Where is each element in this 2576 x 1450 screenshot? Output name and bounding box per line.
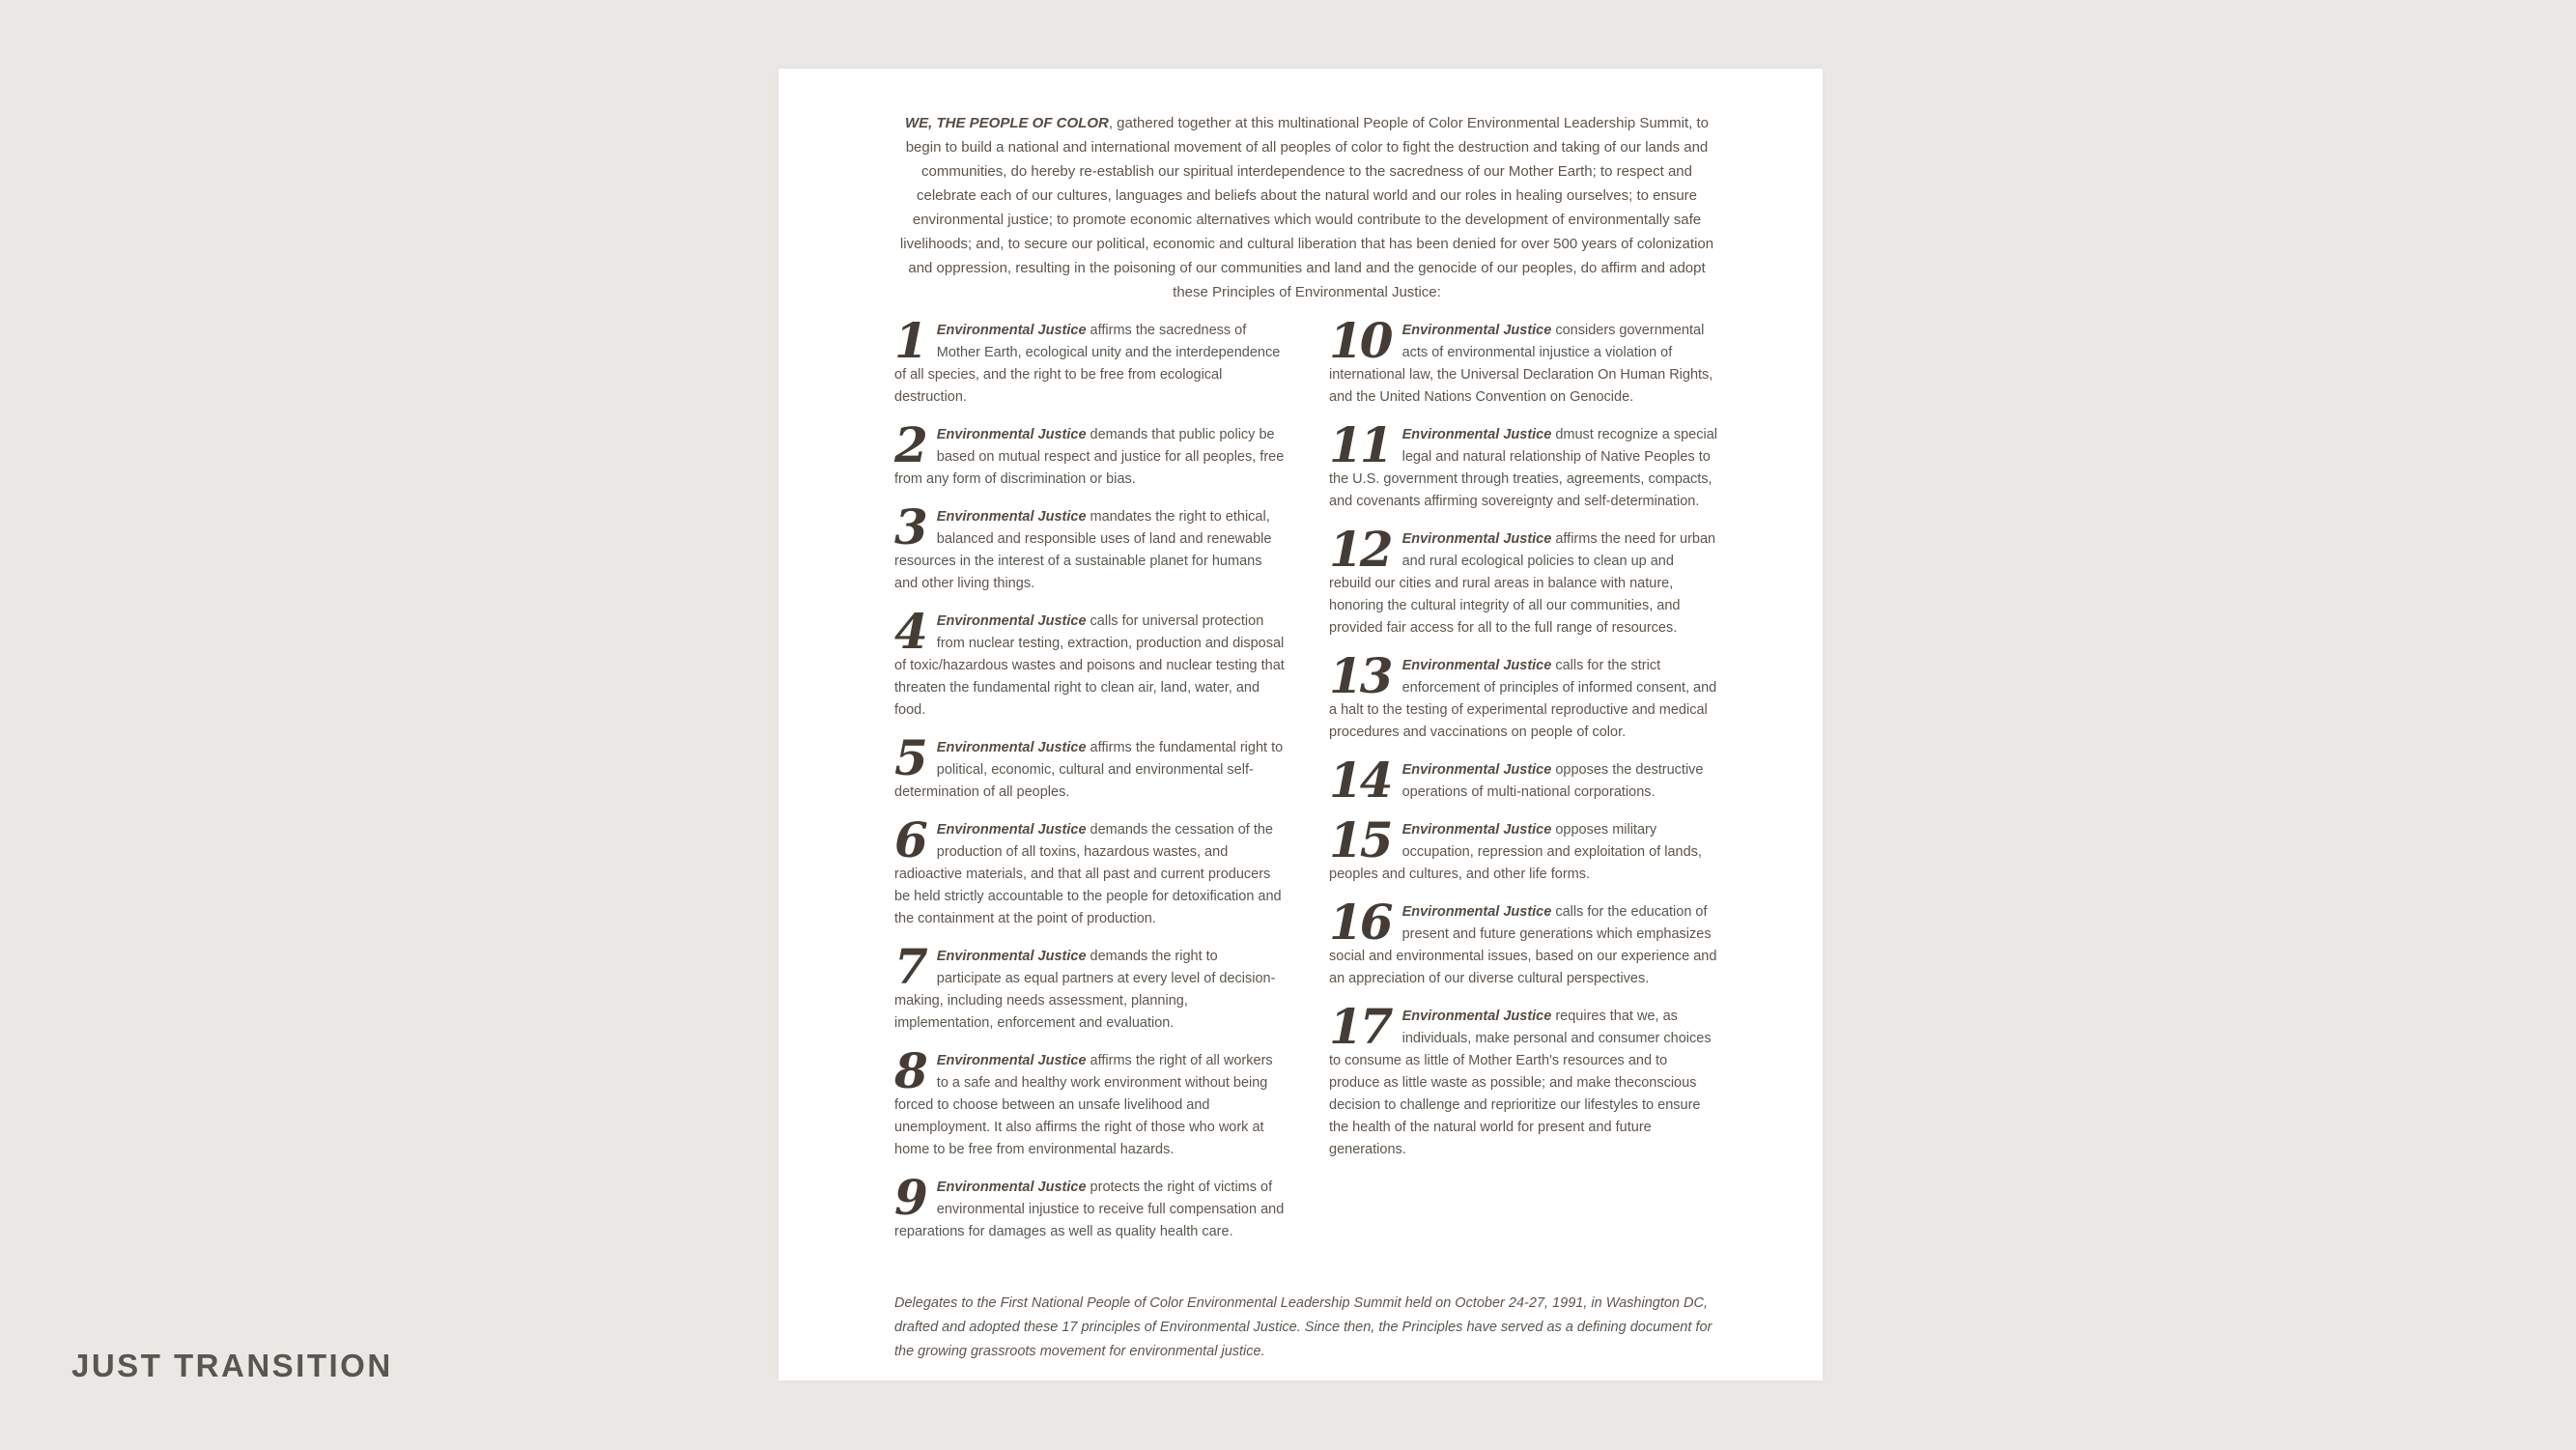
principle-lead: Environmental Justice xyxy=(936,1180,1087,1195)
principle-item-10 xyxy=(1329,320,1719,409)
principle-lead: Environmental Justice xyxy=(936,427,1087,442)
principle-item-14 xyxy=(1329,759,1719,804)
principle-body: requires that we, as individuals, make personal and consumer choices to consume as little of Mother Earth's resources and to produce as little waste as possible; and make theconscious decision to challenge and reprioritize our lifestyles to ensure the health of the natural world for present and future generations. xyxy=(1329,1009,1712,1157)
principle-lead: Environmental Justice xyxy=(1401,658,1552,673)
principle-lead: Environmental Justice xyxy=(936,613,1087,629)
principle-item-5 xyxy=(894,737,1285,804)
principle-text xyxy=(894,611,1285,722)
principle-text xyxy=(1329,424,1719,513)
principle-body: demands the right to participate as equal partners at every level of decision-making, including needs assessment, planning, implementation, enforcement and evaluation. xyxy=(894,949,1276,1031)
principle-text xyxy=(1329,819,1719,886)
principle-number: 3 xyxy=(894,506,925,555)
principle-lead: Environmental Justice xyxy=(1401,904,1552,920)
principle-item-11 xyxy=(1329,424,1719,513)
principle-body: demands that public policy be based on mutual respect and justice for all peoples, free from any form of discrimination or bias. xyxy=(894,427,1285,487)
principle-text xyxy=(1329,759,1719,804)
principle-lead: Environmental Justice xyxy=(1401,427,1552,442)
principle-item-16 xyxy=(1329,901,1719,990)
principle-body: calls for the education of present and future generations which emphasizes social and environmental issues, based on our experience and an appreciation of our diverse cultural perspectives. xyxy=(1329,904,1717,986)
principle-text xyxy=(894,506,1285,595)
principle-body: affirms the right of all workers to a safe and healthy work environment without being forced to choose between an unsafe livelihood and unemployment. It also affirms the right of those who work at home to be free from environmental hazards. xyxy=(894,1053,1273,1157)
principle-lead: Environmental Justice xyxy=(1401,1009,1552,1024)
principle-text xyxy=(1329,655,1719,744)
principle-lead: Environmental Justice xyxy=(936,323,1087,338)
principle-text xyxy=(1329,528,1719,640)
principle-item-17 xyxy=(1329,1006,1719,1161)
principle-number: 11 xyxy=(1329,424,1391,473)
principle-number: 5 xyxy=(894,737,925,786)
principles-right-column xyxy=(1329,320,1719,1259)
document-page xyxy=(778,69,1823,1380)
principle-number: 14 xyxy=(1329,759,1391,804)
principle-body: opposes military occupation, repression and exploitation of lands, peoples and cultures, and other life forms. xyxy=(1329,822,1702,882)
principles-columns xyxy=(894,320,1719,1259)
brand-watermark: JUST TRANSITION xyxy=(71,1348,393,1383)
principle-body: mandates the right to ethical, balanced and responsible uses of land and renewable resources in the interest of a sustainable planet for humans and other living things. xyxy=(894,509,1272,591)
principle-body: affirms the need for urban and rural ecological policies to clean up and rebuild our cities and rural areas in balance with nature, honoring the cultural integrity of all our communities, and provided fair access for all to the full range of resources. xyxy=(1329,531,1716,636)
footer-note: Delegates to the First National People of Color Environmental Leadership Summit held on October 24-27, 1991, in Washington DC, drafted and adopted these 17 principles of Environmental Justice. Since then, the Principles have served as a defining document for the growing grassroots movement for environmental justice. xyxy=(894,1295,1713,1359)
principle-item-7 xyxy=(894,946,1285,1035)
principle-body: dmust recognize a special legal and natural relationship of Native Peoples to the U.S. government through treaties, agreements, compacts, and covenants affirming sovereignty and self-determination. xyxy=(1329,427,1717,509)
principle-item-13 xyxy=(1329,655,1719,744)
principle-lead: Environmental Justice xyxy=(1401,762,1552,778)
preamble-lead: WE, THE PEOPLE OF COLOR xyxy=(904,115,1109,131)
principle-item-1 xyxy=(894,320,1285,409)
principle-text xyxy=(894,819,1285,930)
principle-text xyxy=(894,1177,1285,1243)
principles-left-column xyxy=(894,320,1285,1259)
principle-item-9 xyxy=(894,1177,1285,1243)
principle-number: 16 xyxy=(1329,901,1391,951)
principle-item-3 xyxy=(894,506,1285,595)
principle-lead: Environmental Justice xyxy=(936,822,1087,838)
principle-item-8 xyxy=(894,1050,1285,1161)
principle-body: calls for universal protection from nuclear testing, extraction, production and disposal of toxic/hazardous wastes and poisons and nuclear testing that threaten the fundamental right to clean air, land, water, and food. xyxy=(894,613,1285,718)
principle-item-12 xyxy=(1329,528,1719,640)
principle-body: demands the cessation of the production of all toxins, hazardous wastes, and radioactive materials, and that all past and current producers be held strictly accountable to the people for detoxification and the containment at the point of production. xyxy=(894,822,1282,926)
principle-body: affirms the sacredness of Mother Earth, ecological unity and the interdependence of all species, and the right to be free from ecological destruction. xyxy=(894,323,1281,405)
principle-number: 10 xyxy=(1329,320,1391,369)
principle-item-4 xyxy=(894,611,1285,722)
principle-number: 8 xyxy=(894,1050,925,1099)
principle-lead: Environmental Justice xyxy=(936,1053,1087,1068)
principle-item-6 xyxy=(894,819,1285,930)
principle-body: calls for the strict enforcement of principles of informed consent, and a halt to the testing of experimental reproductive and medical procedures and vaccinations on people of color. xyxy=(1329,658,1717,740)
principle-lead: Environmental Justice xyxy=(1401,531,1552,547)
principle-body: affirms the fundamental right to political, economic, cultural and environmental self-determination of all peoples. xyxy=(894,740,1284,800)
principle-number: 7 xyxy=(894,946,925,995)
principle-lead: Environmental Justice xyxy=(936,509,1087,525)
principle-number: 2 xyxy=(894,424,925,473)
principle-number: 15 xyxy=(1329,819,1391,868)
principle-text xyxy=(894,737,1285,804)
principle-lead: Environmental Justice xyxy=(1401,822,1552,838)
principle-number: 12 xyxy=(1329,528,1391,578)
preamble xyxy=(894,111,1719,304)
principle-text xyxy=(1329,1006,1719,1161)
principle-number: 13 xyxy=(1329,655,1391,704)
principle-lead: Environmental Justice xyxy=(1401,323,1552,338)
principle-number: 4 xyxy=(894,611,925,660)
principle-text xyxy=(1329,320,1719,409)
principle-text xyxy=(894,1050,1285,1161)
principle-text xyxy=(1329,901,1719,990)
principle-item-2 xyxy=(894,424,1285,491)
principle-body: protects the right of victims of environmental injustice to receive full compensation and reparations for damages as well as quality health care. xyxy=(894,1180,1285,1239)
principle-lead: Environmental Justice xyxy=(936,740,1087,755)
principle-number: 17 xyxy=(1329,1006,1391,1055)
principle-text xyxy=(894,946,1285,1035)
principle-body: considers governmental acts of environmental injustice a violation of international law, the Universal Declaration On Human Rights, and the United Nations Convention on Genocide. xyxy=(1329,323,1713,405)
principle-text xyxy=(894,320,1285,409)
principle-number: 6 xyxy=(894,819,925,868)
principle-number: 9 xyxy=(894,1177,925,1226)
principle-body: opposes the destructive operations of multi-national corporations. xyxy=(1401,762,1704,800)
preamble-body: , gathered together at this multinational People of Color Environmental Leadership Summit, to begin to build a national and international movement of all peoples of color to fight the destruction and taking of our lands and communities, do hereby re-establish our spiritual interdependence to the sacredness of our Mother Earth; to respect and celebrate each of our cultures, languages and beliefs about the natural world and our roles in healing ourselves; to ensure environmental justice; to promote economic alternatives which would contribute to the development of environmentally safe livelihoods; and, to secure our political, economic and cultural liberation that has been denied for over 500 years of colonization and oppression, resulting in the poisoning of our communities and land and the genocide of our peoples, do affirm and adopt these Principles of Environmental Justice: xyxy=(899,115,1714,300)
principle-item-15 xyxy=(1329,819,1719,886)
principle-number: 1 xyxy=(894,320,925,369)
principle-lead: Environmental Justice xyxy=(936,949,1087,964)
principle-text xyxy=(894,424,1285,491)
